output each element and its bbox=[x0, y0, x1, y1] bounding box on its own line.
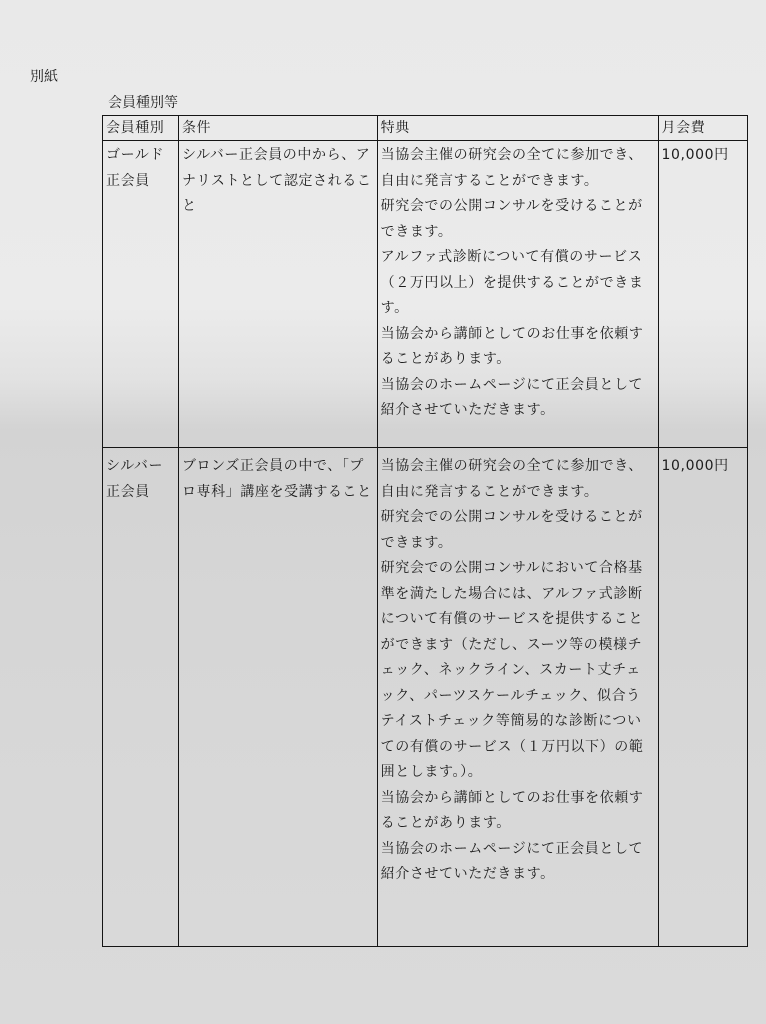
member-type-cell: ゴールド 正会員 bbox=[103, 141, 179, 448]
document-label: 別紙 bbox=[30, 69, 58, 85]
condition-cell: シルバー正会員の中から、アナリストとして認定されること bbox=[178, 141, 377, 448]
table-row-silver bbox=[103, 448, 748, 947]
member-type-cell: シルバー 正会員 bbox=[103, 448, 179, 947]
benefits-cell: 当協会主催の研究会の全てに参加でき、自由に発言することができます。 研究会での公開コンサルを受けることができます。 アルファ式診断について有償のサービス（２万円以上）を提供することができます。 当協会から講師としてのお仕事を依頼することがあります。 当協会のホームページにて正会員として紹介させていただきます。 bbox=[377, 141, 658, 448]
table-header-row bbox=[103, 116, 748, 141]
condition-cell: ブロンズ正会員の中で、「プロ専科」講座を受講すること bbox=[178, 448, 377, 947]
monthly-fee-cell: 10,000円 bbox=[658, 448, 748, 947]
monthly-fee-cell: 10,000円 bbox=[658, 141, 748, 448]
header-member-type: 会員種別 bbox=[103, 116, 179, 141]
table-row-gold bbox=[103, 141, 748, 448]
header-benefits: 特典 bbox=[377, 116, 658, 141]
header-monthly-fee: 月会費 bbox=[658, 116, 748, 141]
membership-table bbox=[102, 115, 748, 947]
table-title: 会員種別等 bbox=[108, 95, 178, 111]
benefits-cell: 当協会主催の研究会の全てに参加でき、自由に発言することができます。 研究会での公開コンサルを受けることができます。 研究会での公開コンサルにおいて合格基準を満たした場合には、アルファ式診断について有償のサービスを提供することができます（ただし、スーツ等の模様チェック、ネックライン、スカート丈チェック、パーツスケールチェック、似合うテイストチェック等簡易的な診断についての有償のサービス（１万円以下）の範囲とします。）。 当協会から講師としてのお仕事を依頼することがあります。 当協会のホームページにて正会員として紹介させていただきます。 bbox=[377, 448, 658, 947]
header-condition: 条件 bbox=[178, 116, 377, 141]
